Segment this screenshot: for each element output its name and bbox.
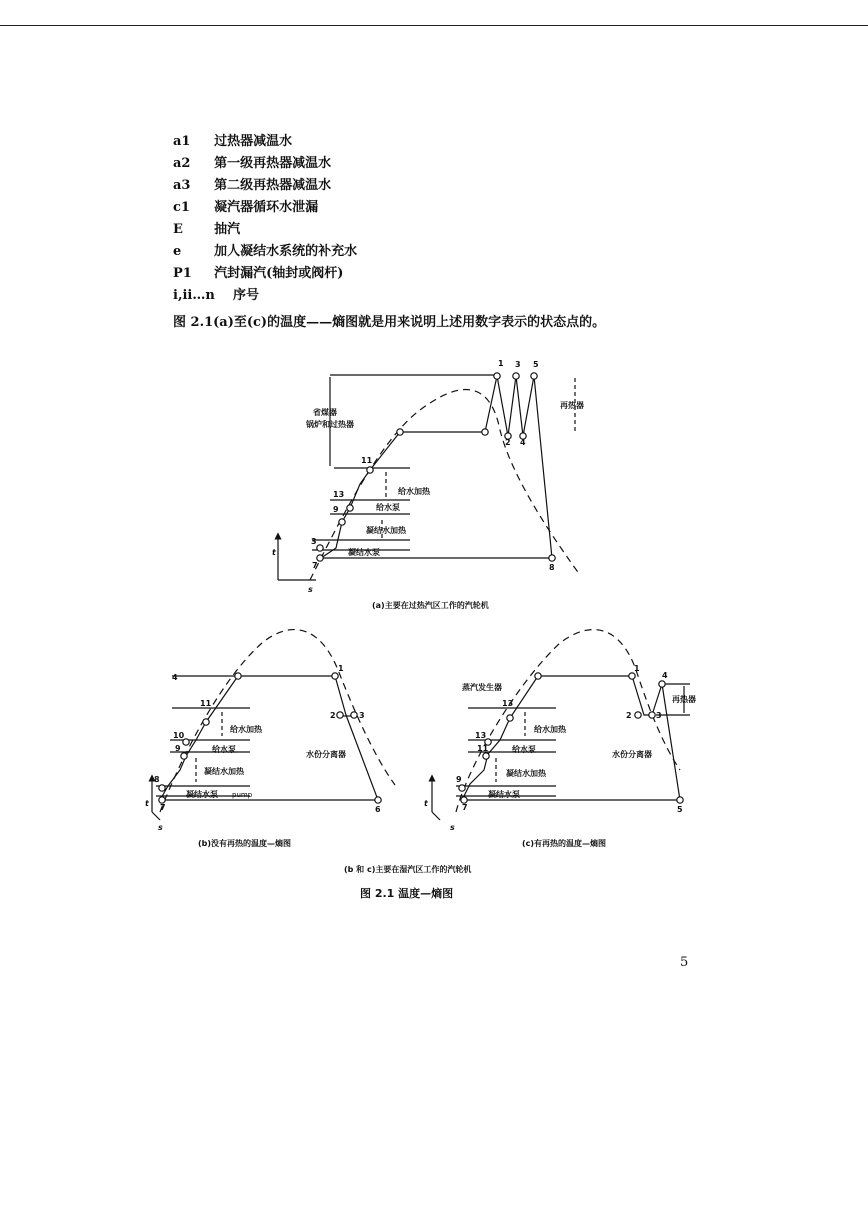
- fig-b-label-9: 9: [175, 744, 181, 753]
- fig-c-axis-t: t: [424, 799, 428, 808]
- fig-c-label-5: 5: [677, 805, 683, 814]
- fig-c-label-11: 13: [502, 699, 514, 708]
- fig-a-caption: (a)主要在过热汽区工作的汽轮机: [372, 601, 489, 610]
- fig-b-label-8: 8: [154, 775, 160, 784]
- fig-c-point-5: [677, 797, 683, 803]
- fig-b-point-11: [203, 719, 209, 725]
- fig-a-point-7: [317, 555, 323, 561]
- fig-b-fw-pump: 给水泵: [212, 745, 236, 754]
- page-number: 5: [680, 955, 689, 970]
- legend-item: e 加人凝结水系统的补充水: [173, 244, 358, 259]
- legend-item: E 抽汽: [173, 222, 241, 237]
- fig-b-s-axis: [152, 812, 160, 820]
- fig-c-label-3: 3: [656, 711, 662, 720]
- fig-a-cond-pump: 凝结水泵: [348, 548, 380, 557]
- fig-a-point-3b: [317, 545, 323, 551]
- fig-a-label-4: 4: [520, 438, 526, 447]
- fig-b-pump: pump: [232, 791, 253, 799]
- fig-a-label-7: 7: [312, 561, 318, 570]
- fig-b-label-2: 2: [330, 711, 336, 720]
- fig-c-saturation-dome: [456, 630, 680, 812]
- fig-c-fw-pump: 给水泵: [512, 745, 536, 754]
- fig-b-axis-s: s: [158, 823, 163, 832]
- legend-item: a1 过热器减温水: [173, 134, 293, 149]
- fig-b-point-6: [375, 797, 381, 803]
- fig-b-label-7: 7: [160, 803, 166, 812]
- fig-b-fw-heating: 给水加热: [230, 725, 262, 734]
- fig-c-caption: (c)有再热的温度—熵图: [522, 839, 607, 848]
- legend-item: i,ii…n 序号: [173, 288, 260, 303]
- fig-c-point-8: [459, 785, 465, 791]
- legend-item: a2 第一级再热器减温水: [173, 156, 332, 171]
- fig-b-axis-t: t: [145, 799, 149, 808]
- fig-a-point-5: [531, 373, 537, 379]
- fig-c-reheater: 再热器: [672, 695, 696, 704]
- fig-b-point: [235, 673, 241, 679]
- legend-item: c1 凝汽器循环水泄漏: [173, 200, 319, 215]
- fig-b-cond-heating: 凝结水加热: [204, 767, 244, 776]
- fig-b-label-3: 3: [359, 711, 365, 720]
- fig-c-cond-pump: 凝结水泵: [488, 790, 520, 799]
- fig-c-s-axis: [432, 812, 440, 820]
- fig-b-point-3: [351, 712, 357, 718]
- fig-a-fw-heating: 给水加热: [398, 487, 430, 496]
- fig-a-label-9: 9: [333, 505, 339, 514]
- fig-a-label-5: 5: [533, 360, 539, 369]
- fig-c-label-7: 7: [462, 803, 468, 812]
- fig-a-point-1: [494, 373, 500, 379]
- fig-a-label-2: 2: [505, 438, 511, 447]
- fig-c-label-9: 11: [477, 744, 489, 753]
- fig-a-label-3b: 3: [311, 537, 317, 546]
- fig-c-label-1: 1: [634, 664, 640, 673]
- fig-a-point-3: [513, 373, 519, 379]
- fig-a-label-13: 13: [333, 490, 345, 499]
- fig-a-economizer: 省煤器: [313, 408, 337, 417]
- fig-b-cond-pump: 凝结水泵: [186, 790, 218, 799]
- fig-a-axis-t: t: [272, 548, 276, 557]
- fig-c-label-13: 13: [475, 731, 487, 740]
- fig-b-label-1: 1: [338, 664, 344, 673]
- fig-b-cycle: [160, 676, 378, 800]
- fig-a-label-1: 1: [498, 359, 504, 368]
- fig-a-boiler: 锅炉和过热器: [306, 420, 354, 429]
- fig-c-label-8: 9: [456, 775, 462, 784]
- fig-a-label-8: 8: [549, 563, 555, 572]
- legend-item: P1 汽封漏汽(轴封或阀杆): [173, 266, 344, 281]
- intro-text: 图 2.1(a)至(c)的温度——熵图就是用来说明上述用数字表示的状态点的。: [173, 315, 606, 330]
- fig-b-label-11: 11: [200, 699, 212, 708]
- fig-c-point-3: [649, 712, 655, 718]
- fig-a-label-11: 11: [361, 456, 373, 465]
- fig-c-point: [535, 673, 541, 679]
- fig-c-point-1: [629, 673, 635, 679]
- fig-a-point-11: [367, 467, 373, 473]
- fig-c-label-2: 2: [626, 711, 632, 720]
- fig-b-point-2: [337, 712, 343, 718]
- fig-c-label-4: 4: [662, 671, 668, 680]
- fig-a-point-6: [549, 555, 555, 561]
- bc-caption: (b 和 c)主要在湿汽区工作的汽轮机: [344, 865, 472, 874]
- fig-c-steam-gen: 蒸汽发生器: [462, 683, 502, 692]
- fig-b-saturation-dome: [160, 630, 395, 812]
- fig-b-caption: (b)没有再热的温度—熵图: [198, 839, 292, 848]
- fig-a-label-3: 3: [515, 360, 521, 369]
- fig-b-label-6: 6: [375, 805, 381, 814]
- figure-a: [278, 373, 580, 580]
- fig-c-point-9: [483, 753, 489, 759]
- fig-a-axis-s: s: [308, 585, 313, 594]
- fig-b-point-1: [332, 673, 338, 679]
- figure-title: 图 2.1 温度—熵图: [360, 887, 454, 900]
- fig-c-point-4: [659, 681, 665, 687]
- fig-a-reheater: 再热器: [560, 401, 584, 410]
- fig-c-axis-s: s: [450, 823, 455, 832]
- fig-a-fw-pump: 给水泵: [376, 503, 400, 512]
- fig-c-fw-heating: 给水加热: [534, 725, 566, 734]
- fig-c-point-2: [635, 712, 641, 718]
- fig-a-point-13: [347, 505, 353, 511]
- fig-b-separator: 水份分离器: [306, 750, 346, 759]
- fig-a-point: [397, 429, 403, 435]
- fig-b-point-9: [181, 753, 187, 759]
- fig-c-cond-heating: 凝结水加热: [506, 769, 546, 778]
- fig-b-label-10: 10: [173, 731, 185, 740]
- fig-a-point-9: [339, 519, 345, 525]
- fig-c-point-11: [507, 715, 513, 721]
- fig-a-cond-heating: 凝结水加热: [366, 526, 406, 535]
- fig-b-label-4: 4: [172, 673, 178, 682]
- legend-item: a3 第二级再热器减温水: [173, 178, 332, 193]
- fig-a-point: [482, 429, 488, 435]
- fig-c-separator: 水份分离器: [612, 750, 652, 759]
- fig-c-cycle: [462, 676, 680, 800]
- fig-b-point-8: [159, 785, 165, 791]
